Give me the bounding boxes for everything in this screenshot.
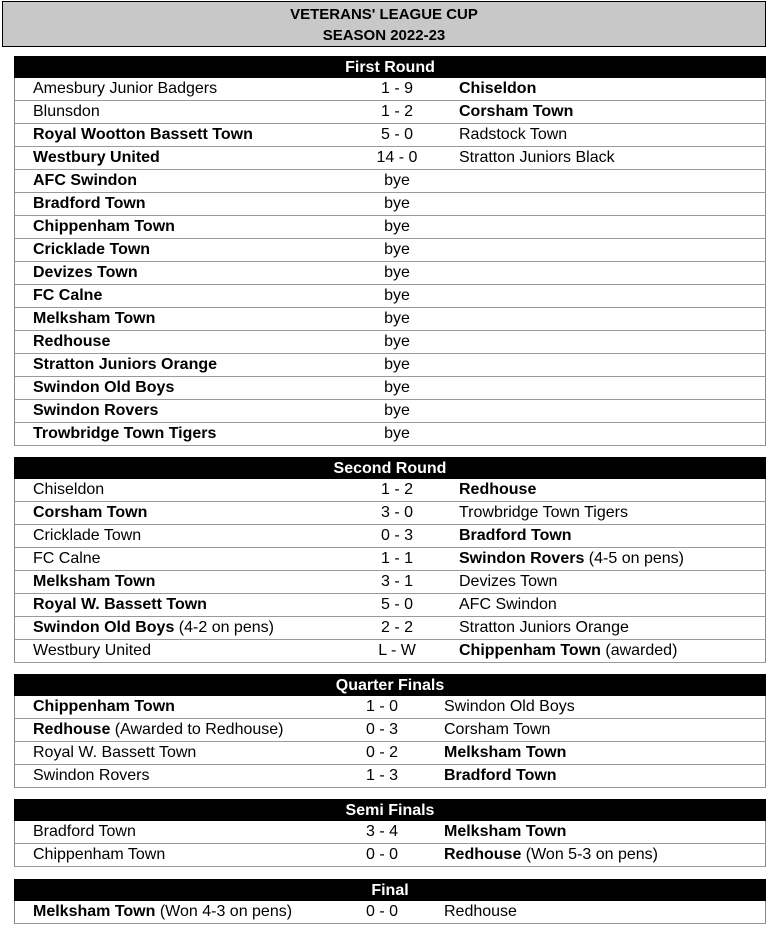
match-row xyxy=(14,308,766,331)
home-team-name: Chippenham Town xyxy=(33,218,175,235)
match-score: 3 - 1 xyxy=(380,573,413,590)
match-score: 5 - 0 xyxy=(380,596,413,613)
round-title: Semi Finals xyxy=(14,799,766,821)
away-team xyxy=(459,124,567,146)
match-row xyxy=(14,844,766,867)
home-team-name: Cricklade Town xyxy=(33,241,151,258)
match-score: bye xyxy=(384,425,410,442)
match-row xyxy=(14,101,766,124)
home-team xyxy=(33,216,175,238)
match-score: 0 - 3 xyxy=(380,527,413,544)
match-row xyxy=(14,124,766,147)
match-row xyxy=(14,285,766,308)
page-header xyxy=(2,1,766,47)
home-team-name: Amesbury Junior Badgers xyxy=(33,80,218,97)
match-score: bye xyxy=(384,264,410,281)
match-score: 1 - 2 xyxy=(380,103,413,120)
round-section xyxy=(14,674,766,788)
home-team xyxy=(33,719,283,741)
match-score: 0 - 0 xyxy=(365,903,398,920)
away-team xyxy=(459,101,573,123)
home-team xyxy=(33,354,217,376)
away-team xyxy=(459,479,536,501)
round-title: Final xyxy=(14,879,766,901)
home-team xyxy=(33,124,253,146)
home-team-name: Redhouse xyxy=(33,721,111,738)
away-team xyxy=(444,719,550,741)
away-team-name: Chippenham Town xyxy=(459,642,601,659)
match-row xyxy=(14,742,766,765)
season-label: SEASON 2022-23 xyxy=(322,27,446,44)
match-row xyxy=(14,821,766,844)
away-team-name: Swindon Rovers xyxy=(459,550,585,567)
home-team xyxy=(33,285,102,307)
round-title: First Round xyxy=(14,56,766,78)
round-section xyxy=(14,56,766,446)
away-team-name: Devizes Town xyxy=(459,573,558,590)
match-row xyxy=(14,594,766,617)
away-team-name: AFC Swindon xyxy=(459,596,557,613)
match-row xyxy=(14,525,766,548)
match-row xyxy=(14,479,766,502)
match-score: bye xyxy=(384,333,410,350)
match-row xyxy=(14,901,766,924)
home-team xyxy=(33,262,138,284)
home-team xyxy=(33,423,216,445)
home-team xyxy=(33,502,147,524)
round-title: Quarter Finals xyxy=(14,674,766,696)
away-team-note: (awarded) xyxy=(600,642,678,659)
match-row xyxy=(14,617,766,640)
home-team-name: Chippenham Town xyxy=(33,846,166,863)
home-team xyxy=(33,844,165,866)
match-row xyxy=(14,571,766,594)
match-score: bye xyxy=(384,218,410,235)
match-row xyxy=(14,640,766,663)
match-row xyxy=(14,502,766,525)
away-team-name: Melksham Town xyxy=(444,823,567,840)
match-score: 1 - 3 xyxy=(365,767,398,784)
round-title: Second Round xyxy=(14,457,766,479)
away-team xyxy=(459,147,615,169)
match-score: 3 - 0 xyxy=(380,504,413,521)
away-team-name: Redhouse xyxy=(444,846,522,863)
away-team xyxy=(459,571,557,593)
away-team xyxy=(459,502,628,524)
match-row xyxy=(14,696,766,719)
home-team-name: Corsham Town xyxy=(33,504,148,521)
away-team xyxy=(444,765,557,787)
home-team xyxy=(33,696,175,718)
home-team-name: FC Calne xyxy=(33,287,103,304)
match-row xyxy=(14,354,766,377)
home-team xyxy=(33,193,146,215)
home-team-name: Royal W. Bassett Town xyxy=(33,744,197,761)
match-row xyxy=(14,78,766,101)
match-row xyxy=(14,262,766,285)
away-team-name: Redhouse xyxy=(444,903,517,920)
match-score: bye xyxy=(384,356,410,373)
match-score: bye xyxy=(384,241,410,258)
match-score: 2 - 2 xyxy=(380,619,413,636)
home-team xyxy=(33,821,136,843)
away-team xyxy=(444,901,517,923)
match-row xyxy=(14,239,766,262)
home-team-name: Blunsdon xyxy=(33,103,100,120)
home-team xyxy=(33,101,100,123)
away-team-name: Trowbridge Town Tigers xyxy=(459,504,628,521)
away-team-name: Swindon Old Boys xyxy=(444,698,575,715)
home-team-name: Chiseldon xyxy=(33,481,105,498)
away-team-name: Bradford Town xyxy=(459,527,572,544)
home-team xyxy=(33,239,150,261)
home-team xyxy=(33,377,174,399)
match-row xyxy=(14,423,766,446)
home-team-name: Cricklade Town xyxy=(33,527,142,544)
match-score: bye xyxy=(384,195,410,212)
match-row xyxy=(14,147,766,170)
match-score: 1 - 1 xyxy=(380,550,413,567)
away-team xyxy=(459,525,572,547)
home-team-name: Swindon Old Boys xyxy=(33,619,175,636)
away-team-name: Stratton Juniors Orange xyxy=(459,619,629,636)
home-team-name: AFC Swindon xyxy=(33,172,137,189)
away-team-name: Corsham Town xyxy=(444,721,551,738)
away-team-name: Stratton Juniors Black xyxy=(459,149,615,166)
home-team xyxy=(33,170,137,192)
home-team xyxy=(33,147,160,169)
match-score: 14 - 0 xyxy=(376,149,418,166)
home-team-name: Bradford Town xyxy=(33,195,146,212)
match-score: L - W xyxy=(378,642,416,659)
match-score: bye xyxy=(384,379,410,396)
away-team xyxy=(459,640,677,662)
away-team xyxy=(459,594,557,616)
away-team-note: (Won 5-3 on pens) xyxy=(521,846,659,863)
home-team-note: (Awarded to Redhouse) xyxy=(110,721,284,738)
home-team xyxy=(33,765,150,787)
away-team xyxy=(444,742,566,764)
home-team-name: Melksham Town xyxy=(33,573,156,590)
match-row xyxy=(14,719,766,742)
match-row xyxy=(14,400,766,423)
home-team-name: Trowbridge Town Tigers xyxy=(33,425,217,442)
home-team xyxy=(33,525,141,547)
home-team xyxy=(33,617,274,639)
away-team xyxy=(459,78,536,100)
match-row xyxy=(14,331,766,354)
home-team-name: Melksham Town xyxy=(33,310,156,327)
match-row xyxy=(14,377,766,400)
away-team-name: Chiseldon xyxy=(459,80,537,97)
match-score: 5 - 0 xyxy=(380,126,413,143)
home-team xyxy=(33,548,101,570)
home-team xyxy=(33,901,292,923)
home-team-name: Melksham Town xyxy=(33,903,156,920)
home-team-name: Devizes Town xyxy=(33,264,138,281)
home-team-name: Bradford Town xyxy=(33,823,136,840)
home-team-name: Swindon Old Boys xyxy=(33,379,175,396)
match-score: 0 - 3 xyxy=(365,721,398,738)
home-team xyxy=(33,640,151,662)
home-team-name: Swindon Rovers xyxy=(33,402,159,419)
match-score: 1 - 2 xyxy=(380,481,413,498)
match-row xyxy=(14,548,766,571)
away-team xyxy=(459,548,684,570)
home-team-name: FC Calne xyxy=(33,550,101,567)
round-section xyxy=(14,799,766,867)
home-team-note: (4-2 on pens) xyxy=(174,619,274,636)
home-team xyxy=(33,400,158,422)
away-team-name: Redhouse xyxy=(459,481,537,498)
away-team-name: Radstock Town xyxy=(459,126,568,143)
home-team xyxy=(33,742,196,764)
home-team-note: (Won 4-3 on pens) xyxy=(155,903,293,920)
match-score: bye xyxy=(384,402,410,419)
home-team xyxy=(33,479,104,501)
match-score: 1 - 9 xyxy=(380,80,413,97)
home-team-name: Westbury United xyxy=(33,642,151,659)
match-score: bye xyxy=(384,287,410,304)
match-score: 0 - 2 xyxy=(365,744,398,761)
home-team-name: Swindon Rovers xyxy=(33,767,150,784)
away-team-note: (4-5 on pens) xyxy=(584,550,684,567)
home-team-name: Westbury United xyxy=(33,149,160,166)
home-team xyxy=(33,308,155,330)
away-team-name: Bradford Town xyxy=(444,767,557,784)
match-score: bye xyxy=(384,172,410,189)
home-team-name: Royal W. Bassett Town xyxy=(33,596,207,613)
away-team xyxy=(444,821,566,843)
home-team xyxy=(33,571,155,593)
match-row xyxy=(14,193,766,216)
home-team-name: Chippenham Town xyxy=(33,698,175,715)
away-team-name: Corsham Town xyxy=(459,103,574,120)
home-team xyxy=(33,78,217,100)
match-score: 3 - 4 xyxy=(365,823,398,840)
match-row xyxy=(14,170,766,193)
home-team xyxy=(33,594,207,616)
match-score: 1 - 0 xyxy=(365,698,398,715)
home-team-name: Redhouse xyxy=(33,333,111,350)
away-team xyxy=(444,696,575,718)
away-team xyxy=(459,617,629,639)
match-row xyxy=(14,765,766,788)
home-team xyxy=(33,331,110,353)
away-team-name: Melksham Town xyxy=(444,744,567,761)
home-team-name: Royal Wootton Bassett Town xyxy=(33,126,253,143)
match-score: 0 - 0 xyxy=(365,846,398,863)
home-team-name: Stratton Juniors Orange xyxy=(33,356,218,373)
page-title: VETERANS' LEAGUE CUP xyxy=(290,6,478,23)
match-score: bye xyxy=(384,310,410,327)
round-section xyxy=(14,457,766,663)
round-section xyxy=(14,879,766,924)
away-team xyxy=(444,844,658,866)
match-row xyxy=(14,216,766,239)
